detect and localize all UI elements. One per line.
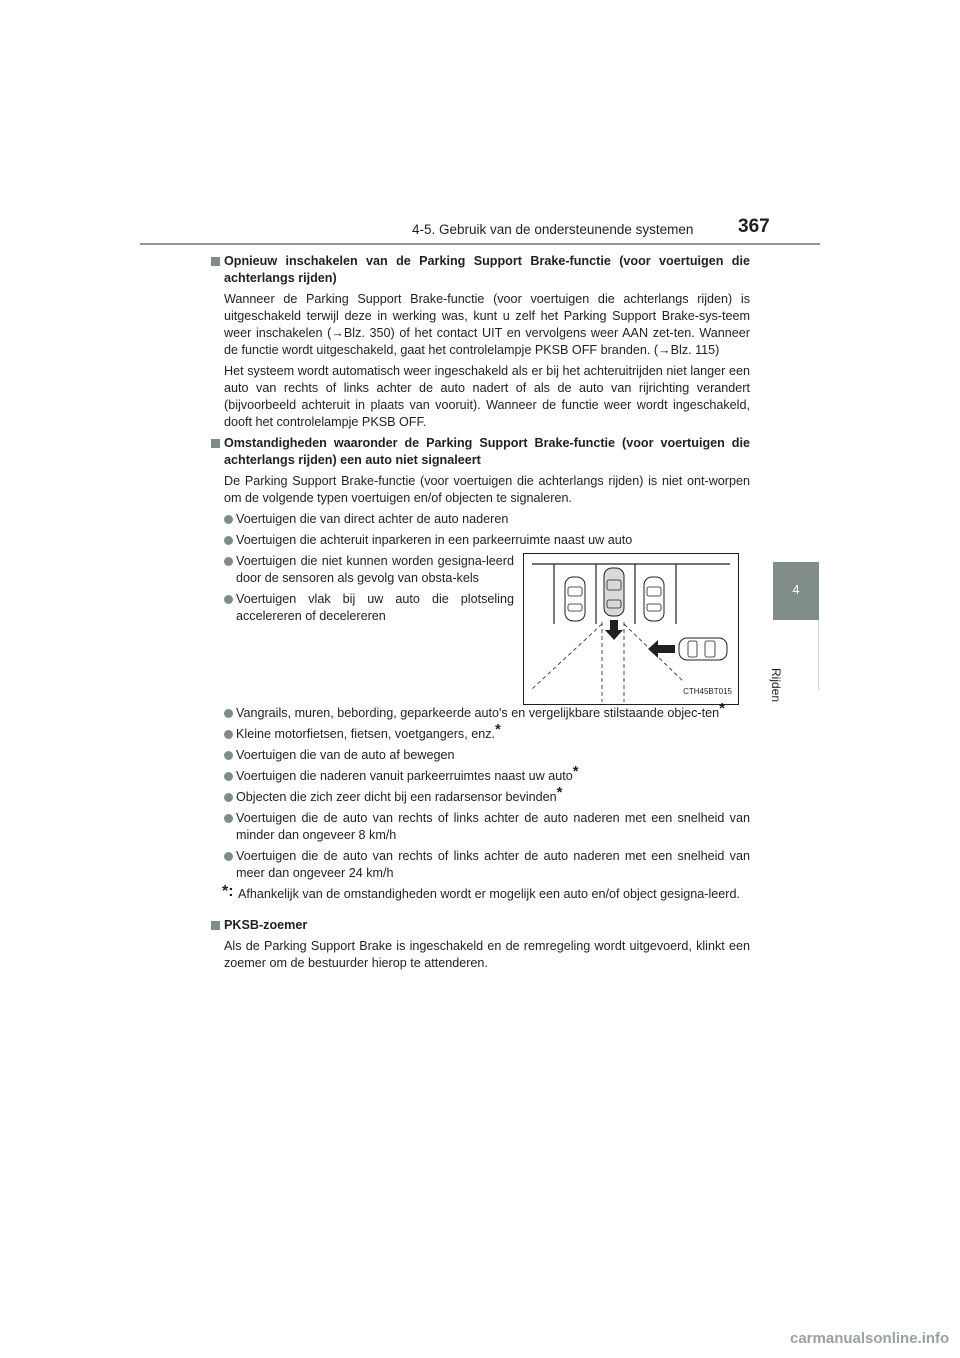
list-item: Voertuigen die de auto van rechts of links achter de auto naderen met een snelheid van minder dan ongeveer 8 km/h	[210, 810, 750, 844]
list-item: Voertuigen die niet kunnen worden gesigna-leerd door de sensoren als gevolg van obsta-kels	[210, 553, 514, 587]
chapter-number: 4	[792, 582, 800, 597]
heading-reactivate: Opnieuw inschakelen van de Parking Support Brake-functie (voor voertuigen die achterlangs rijden)	[210, 253, 750, 287]
list-item: Voertuigen die van de auto af bewegen	[210, 747, 750, 764]
list-item: Voertuigen die de auto van rechts of links achter de auto naderen met een snelheid van meer dan ongeveer 24 km/h	[210, 848, 750, 882]
list-item: Kleine motorfietsen, fietsen, voetgangers, enz.*	[210, 726, 750, 743]
chapter-tab[interactable]	[773, 562, 819, 620]
footnote-star: *	[572, 763, 579, 780]
page-content	[210, 253, 750, 976]
parking-diagram-drawing	[524, 554, 738, 704]
footnote-star: *	[556, 784, 563, 801]
chapter-label: Rijden	[769, 668, 783, 703]
section-title: 4-5. Gebruik van de ondersteunende systemen	[412, 222, 694, 237]
paragraph: Als de Parking Support Brake is ingeschakeld en de remregeling wordt uitgevoerd, klinkt een zoemer om de bestuurder hierop te attenderen.	[224, 939, 750, 970]
list-item: Voertuigen vlak bij uw auto die plotseling accelereren of decelereren	[210, 591, 514, 625]
figure-code: CTH45BT015	[683, 687, 732, 696]
paragraph: De Parking Support Brake-functie (voor voertuigen die achterlangs rijden) is niet ont-worpen om de volgende typen voertuigen en/of objecten te signaleren.	[224, 474, 750, 505]
footnote-star: *	[495, 721, 501, 738]
bullets-with-figure	[210, 553, 750, 705]
list-item: Objecten die zich zeer dicht bij een radarsensor bevinden*	[210, 789, 750, 806]
heading-buzzer: PKSB-zoemer	[210, 917, 750, 934]
parking-diagram	[523, 553, 739, 705]
paragraph: Wanneer de Parking Support Brake-functie (voor voertuigen die achterlangs rijden) is uitgeschakeld terwijl deze in werking was, kunt u zelf het Parking Support Brake-sys-teem weer inschakelen (→Blz. 350) of het contact UIT en vervolgens weer AAN zet-ten. Wanneer de functie wordt uitgeschakeld, gaat het controlelampje PKSB OFF branden. (→Blz. 115)	[224, 292, 750, 357]
footnote-star: *	[719, 700, 725, 717]
list-item: Voertuigen die naderen vanuit parkeerruimtes naast uw auto*	[210, 768, 750, 785]
heading-not-detected: Omstandigheden waaronder de Parking Support Brake-functie (voor voertuigen die achterlangs rijden) een auto niet signaleert	[210, 435, 750, 469]
list-item: Voertuigen die achteruit inparkeren in een parkeerruimte naast uw auto	[210, 532, 750, 549]
footnote-mark: *:	[222, 883, 234, 900]
page-number: 367	[738, 216, 770, 237]
header-divider	[140, 243, 820, 245]
watermark: carmanualsonline.info	[790, 1330, 950, 1347]
side-divider	[818, 620, 819, 690]
footnote: *: Afhankelijk van de omstandigheden wordt er mogelijk een auto en/of object gesigna-leerd.	[222, 883, 740, 901]
list-item: Voertuigen die van direct achter de auto naderen	[210, 511, 750, 528]
paragraph: Het systeem wordt automatisch weer ingeschakeld als er bij het achteruitrijden niet langer een auto van rechts of links achter de auto nadert of als de auto van rijrichting verandert (bijvoorbeeld achteruit in plaats van vooruit). Wanneer de functie weer wordt ingeschakeld, dooft het controlelampje PKSB OFF.	[224, 364, 750, 429]
list-item: Vangrails, muren, bebording, geparkeerde auto's en vergelijkbare stilstaande objec-ten*	[210, 705, 750, 722]
